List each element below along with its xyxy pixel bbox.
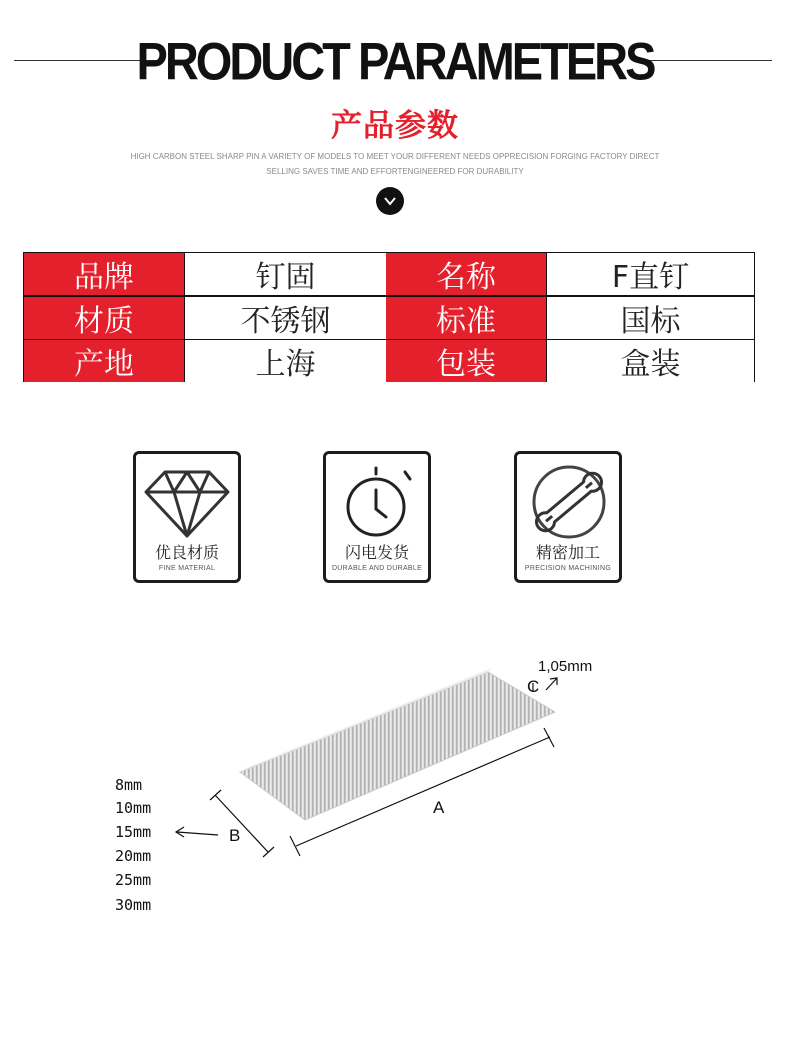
page-subtitle-cn: 产品参数 (331, 108, 459, 144)
param-value-name: F直钉 (546, 253, 754, 295)
size-option: 30mm (115, 896, 152, 914)
dimension-label-b: B (229, 826, 241, 845)
feature-title: 闪电发货 (344, 543, 409, 562)
param-label-name: 名称 (386, 253, 546, 295)
param-value-standard: 国标 (546, 297, 754, 339)
dimension-label-a: A (433, 798, 445, 817)
feature-subtitle: PRECISION MACHINING (524, 565, 612, 572)
size-option: 8mm (115, 776, 143, 794)
param-label-packaging: 包装 (386, 340, 546, 382)
feature-title: 精密加工 (535, 543, 600, 562)
dimension-value-c: 1,05mm (538, 658, 593, 675)
dimension-label-c: C (527, 677, 540, 696)
scroll-down-button[interactable] (376, 187, 404, 215)
feature-precision-machining (514, 451, 622, 583)
chevron-down-icon (383, 195, 397, 207)
param-label-brand: 品牌 (24, 253, 184, 295)
param-value-packaging: 盒装 (546, 340, 754, 382)
nail-strip (240, 668, 555, 820)
wrench-icon (517, 460, 619, 540)
param-value-brand: 钉固 (184, 253, 386, 295)
feature-subtitle: DURABLE AND DURABLE (331, 565, 423, 572)
diamond-icon (136, 460, 238, 540)
param-label-standard: 标准 (386, 297, 546, 339)
parameter-table (23, 252, 755, 382)
feature-fine-material (133, 451, 241, 583)
stopwatch-icon (326, 460, 428, 540)
description-line-1: HIGH CARBON STEEL SHARP PIN A VARIETY OF MODELS TO MEET YOUR DIFFERENT NEEDS OPPRECISION FORGING FACTORY DIRECT (130, 152, 660, 161)
size-option: 20mm (115, 847, 152, 865)
description-line-2: SELLING SAVES TIME AND EFFORTENGINEERED FOR DURABILITY (266, 167, 524, 176)
size-option: 10mm (115, 799, 152, 817)
param-label-material: 材质 (24, 297, 184, 339)
feature-fast-delivery (323, 451, 431, 583)
param-value-material: 不锈钢 (184, 297, 386, 339)
feature-title: 优良材质 (154, 543, 219, 562)
size-option: 25mm (115, 871, 152, 889)
feature-subtitle: FINE MATERIAL (158, 565, 216, 572)
size-option: 15mm (115, 823, 152, 841)
param-value-origin: 上海 (184, 340, 386, 382)
param-label-origin: 产地 (24, 340, 184, 382)
page-title: PRODUCT PARAMETERS (136, 31, 654, 91)
